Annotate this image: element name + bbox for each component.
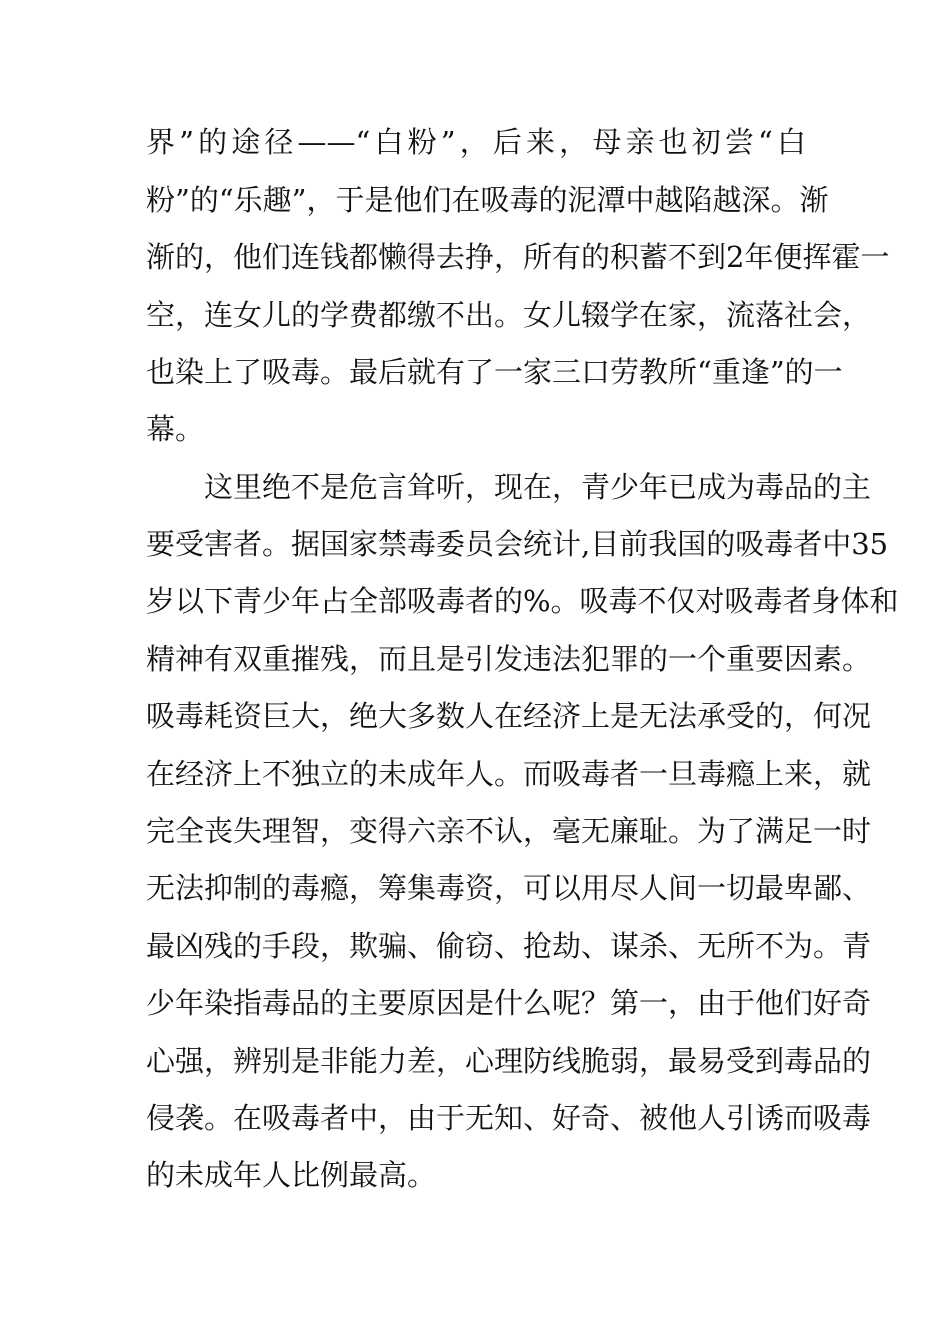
text-line: 也染上了吸毒。最后就有了一家三口劳教所“重逢”的一 xyxy=(146,355,843,389)
text-line: 岁以下青少年占全部吸毒者的%。吸毒不仅对吸毒者身体和 xyxy=(146,584,899,618)
text-line: 粉”的“乐趣”，于是他们在吸毒的泥潭中越陷越深。渐 xyxy=(146,183,829,217)
text-line: 侵袭。在吸毒者中，由于无知、好奇、被他人引诱而吸毒 xyxy=(146,1101,872,1135)
text-line: 在经济上不独立的未成年人。而吸毒者一旦毒瘾上来，就 xyxy=(146,757,872,791)
text-line: 渐的，他们连钱都懒得去挣，所有的积蓄不到2年便挥霍一 xyxy=(146,240,890,274)
text-line: 无法抑制的毒瘾，筹集毒资，可以用尽人间一切最卑鄙、 xyxy=(146,871,872,905)
text-line: 界”的途径——“白粉”，后来，母亲也初尝“白 xyxy=(146,125,806,159)
text-line: 吸毒耗资巨大，绝大多数人在经济上是无法承受的，何况 xyxy=(146,699,872,733)
text-line: 的未成年人比例最高。 xyxy=(146,1158,437,1192)
text-line: 空，连女儿的学费都缴不出。女儿辍学在家，流落社会， xyxy=(146,298,872,332)
text-line: 要受害者。据国家禁毒委员会统计,目前我国的吸毒者中35 xyxy=(146,527,889,561)
text-line: 完全丧失理智，变得六亲不认，毫无廉耻。为了满足一时 xyxy=(146,814,872,848)
text-line: 少年染指毒品的主要原因是什么呢？第一，由于他们好奇 xyxy=(146,986,872,1020)
text-line: 这里绝不是危言耸听，现在，青少年已成为毒品的主 xyxy=(204,470,872,504)
text-line: 心强，辨别是非能力差，心理防线脆弱，最易受到毒品的 xyxy=(146,1044,872,1078)
text-line: 幕。 xyxy=(146,412,205,446)
text-line: 精神有双重摧残，而且是引发违法犯罪的一个重要因素。 xyxy=(146,642,872,676)
text-line: 最凶残的手段，欺骗、偷窃、抢劫、谋杀、无所不为。青 xyxy=(146,929,872,963)
